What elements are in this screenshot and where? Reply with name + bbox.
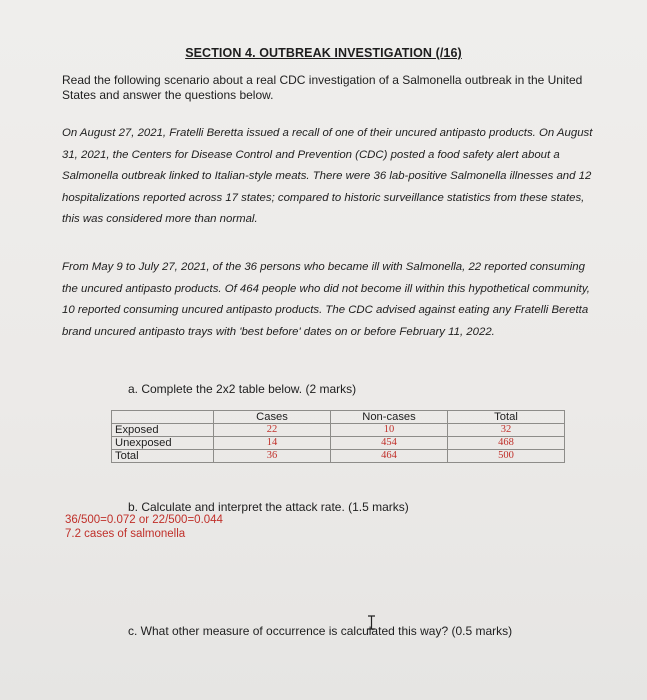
scenario-paragraph-1: On August 27, 2021, Fratelli Beretta issued a recall of one of their uncured antipasto products. On August 31, 2021, the Centers for Disease Control and Prevention (CDC) posted a food safety alert about a Salmonella outbreak linked to Italian-style meats. There were 36 lab-positive Salmonella illnesses and 12 hospitalizations reported across 17 states; compared to historic surveillance statistics from these states, this was considered more than normal. [62, 127, 593, 225]
question-b: b. Calculate and interpret the attack rate. (1.5 marks) [128, 500, 409, 514]
two-by-two-table[interactable] [111, 410, 565, 463]
cell-unexposed-total[interactable]: 468 [448, 437, 565, 450]
table-header-row [112, 411, 565, 424]
table-row-exposed [112, 424, 565, 437]
answer-b-line-2: 7.2 cases of salmonella [65, 527, 186, 540]
table-row-total [112, 450, 565, 463]
row-label: Exposed [112, 424, 214, 437]
header-cell-cases: Cases [214, 411, 331, 424]
scenario-paragraph-2: From May 9 to July 27, 2021, of the 36 persons who became ill with Salmonella, 22 reported consuming the uncured antipasto products. Of 464 people who did not become ill within this hypothetical community, 10 reported consuming uncured antipasto products. The CDC advised against eating any Fratelli Beretta brand uncured antipasto trays with 'best before' dates on or before February 11, 2022. [62, 261, 590, 338]
intro-text: Read the following scenario about a real CDC investigation of a Salmonella outbreak in the United States and answer the questions below. [62, 73, 583, 102]
section-title: SECTION 4. OUTBREAK INVESTIGATION (/16) [185, 46, 462, 60]
header-cell-total: Total [448, 411, 565, 424]
row-label: Unexposed [112, 437, 214, 450]
answer-b[interactable] [65, 514, 223, 541]
table-row-unexposed [112, 437, 565, 450]
row-label: Total [112, 450, 214, 463]
answer-b-line-1: 36/500=0.072 or 22/500=0.044 [65, 514, 223, 526]
cell-unexposed-noncases[interactable]: 454 [331, 437, 448, 450]
header-cell-blank [112, 411, 214, 424]
cell-total-noncases[interactable]: 464 [331, 450, 448, 463]
text-cursor-icon [367, 615, 376, 630]
cell-grand-total[interactable]: 500 [448, 450, 565, 463]
cell-exposed-total[interactable]: 32 [448, 424, 565, 437]
cell-exposed-noncases[interactable]: 10 [331, 424, 448, 437]
cell-total-cases[interactable]: 36 [214, 450, 331, 463]
header-cell-noncases: Non-cases [331, 411, 448, 424]
cell-exposed-cases[interactable]: 22 [214, 424, 331, 437]
cell-unexposed-cases[interactable]: 14 [214, 437, 331, 450]
question-c: c. What other measure of occurrence is calculated this way? (0.5 marks) [128, 624, 513, 638]
question-a: a. Complete the 2x2 table below. (2 marks) [128, 382, 357, 396]
